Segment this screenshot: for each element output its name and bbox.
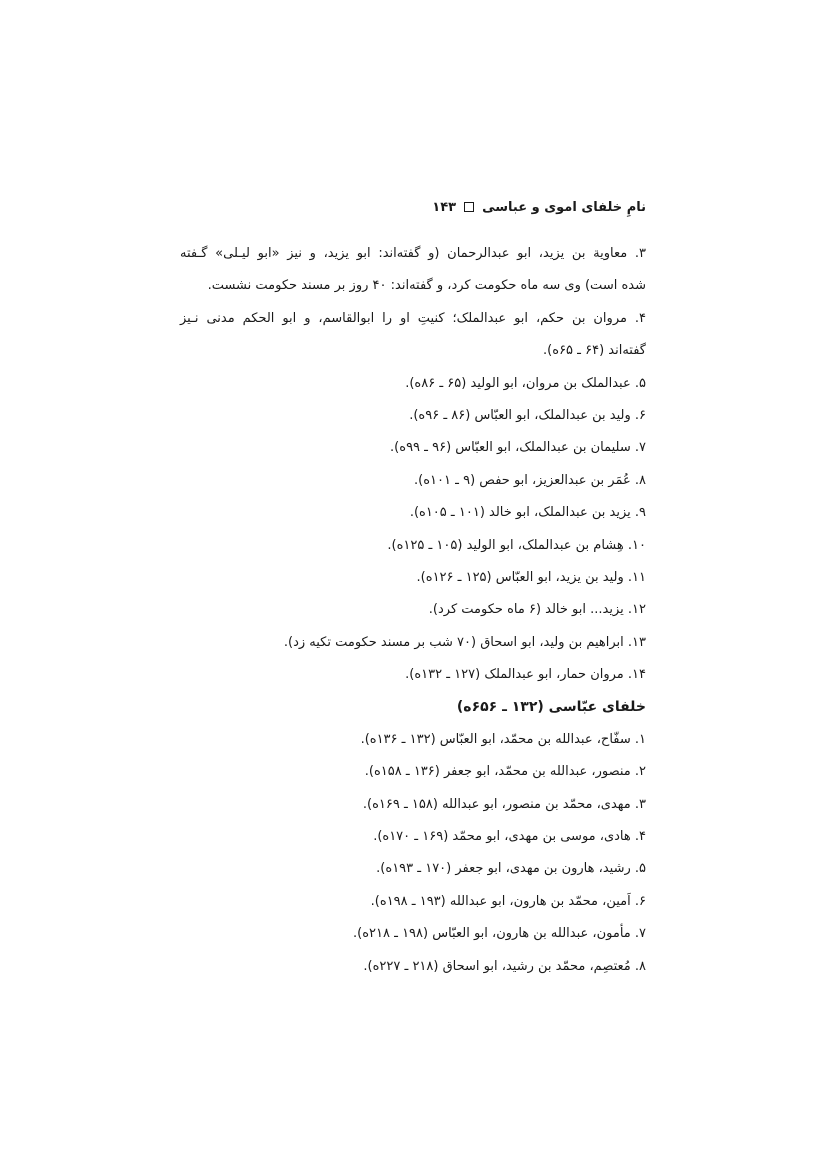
- page-number: ۱۴۳: [432, 199, 457, 215]
- list-item: ۹. یزید بن عبدالملک، ابو خالد (۱۰۱ ـ ۱۰۵ه).: [409, 505, 646, 521]
- list-item: ۵. رشید، هارون بن مهدی، ابو جعفر (۱۷۰ ـ ۱۹۳ه).: [376, 861, 646, 877]
- list-item: ۶. اَمین، محمّد بن هارون، ابو عبدالله (۱۹۳ ـ ۱۹۸ه).: [370, 893, 646, 909]
- list-item: ۱۴. مروان حمار، ابو عبدالملک (۱۲۷ ـ ۱۳۲ه).: [405, 667, 646, 683]
- umayyad-caliph-list: [180, 368, 646, 692]
- list-item: ۱۰. هِشام بن عبدالملک، ابو الولید (۱۰۵ ـ ۱۲۵ه).: [387, 537, 646, 553]
- list-item: ۳. مهدی، محمّد بن منصور، ابو عبدالله (۱۵۸ ـ ۱۶۹ه).: [362, 796, 646, 812]
- paragraph-line: ۴. مروان بن حکم، ابو عبدالملک؛ کنیتِ او را ابوالقاسم، و ابو الحکم مدنی نـیز: [180, 310, 646, 326]
- running-header: [166, 194, 646, 220]
- paragraph-line: گفته‌اند (۶۴ ـ ۶۵ه).: [543, 343, 646, 359]
- list-item: ۲. منصور، عبدالله بن محمّد، ابو جعفر (۱۳۶ ـ ۱۵۸ه).: [364, 764, 646, 780]
- list-item: ۵. عبدالملک بن مروان، ابو الولید (۶۵ ـ ۸۶ه).: [405, 375, 646, 391]
- list-item: ۸. مُعتصِم، محمّد بن رشید، ابو اسحاق (۲۱۸ ـ ۲۲۷ه).: [363, 958, 646, 974]
- list-item: ۴. هادی، موسی بن مهدی، ابو محمّد (۱۶۹ ـ ۱۷۰ه).: [373, 829, 646, 845]
- list-item: ۷. مأمون، عبدالله بن هارون، ابو العبّاس (۱۹۸ ـ ۲۱۸ه).: [353, 926, 646, 942]
- list-item: ۸. عُمَر بن عبدالعزیز، ابو حفص (۹ ـ ۱۰۱ه).: [414, 472, 646, 488]
- list-item: ۱۲. یزید... ابو خالد (۶ ماه حکومت کرد).: [428, 602, 646, 618]
- paragraph-line: ۳. معاویة بن یزید، ابو عبدالرحمان (و گفته‌اند: ابو یزید، و نیز «ابو لیـلی» گـفته: [180, 246, 646, 261]
- list-item: ۶. ولید بن عبدالملک، ابو العبّاس (۸۶ ـ ۹۶ه).: [409, 407, 646, 423]
- section-heading: خلفای عبّاسی (۱۳۲ ـ ۶۵۶ه): [456, 699, 646, 716]
- list-item: ۱۱. ولید بن یزید، ابو العبّاس (۱۲۵ ـ ۱۲۶ه).: [416, 569, 646, 585]
- abbasid-caliph-list: [180, 724, 646, 983]
- list-item: ۷. سلیمان بن عبدالملک، ابو العبّاس (۹۶ ـ ۹۹ه).: [390, 440, 646, 456]
- list-item: ۱. سفّاح، عبدالله بن محمّد، ابو العبّاس (۱۳۲ ـ ۱۳۶ه).: [360, 731, 646, 747]
- header-title: نامِ خلفای اموی و عباسی: [482, 199, 646, 215]
- list-item: ۱۳. ابراهیم بن ولید، ابو اسحاق (۷۰ شب بر مسند حکومت تکیه زد).: [283, 634, 646, 650]
- paragraph-line: شده است) وی سه ماه حکومت کرد، و گفته‌اند: ۴۰ روز بر مسند حکومت نشست.: [207, 278, 646, 294]
- square-icon: [464, 202, 474, 212]
- body-text: [180, 238, 646, 983]
